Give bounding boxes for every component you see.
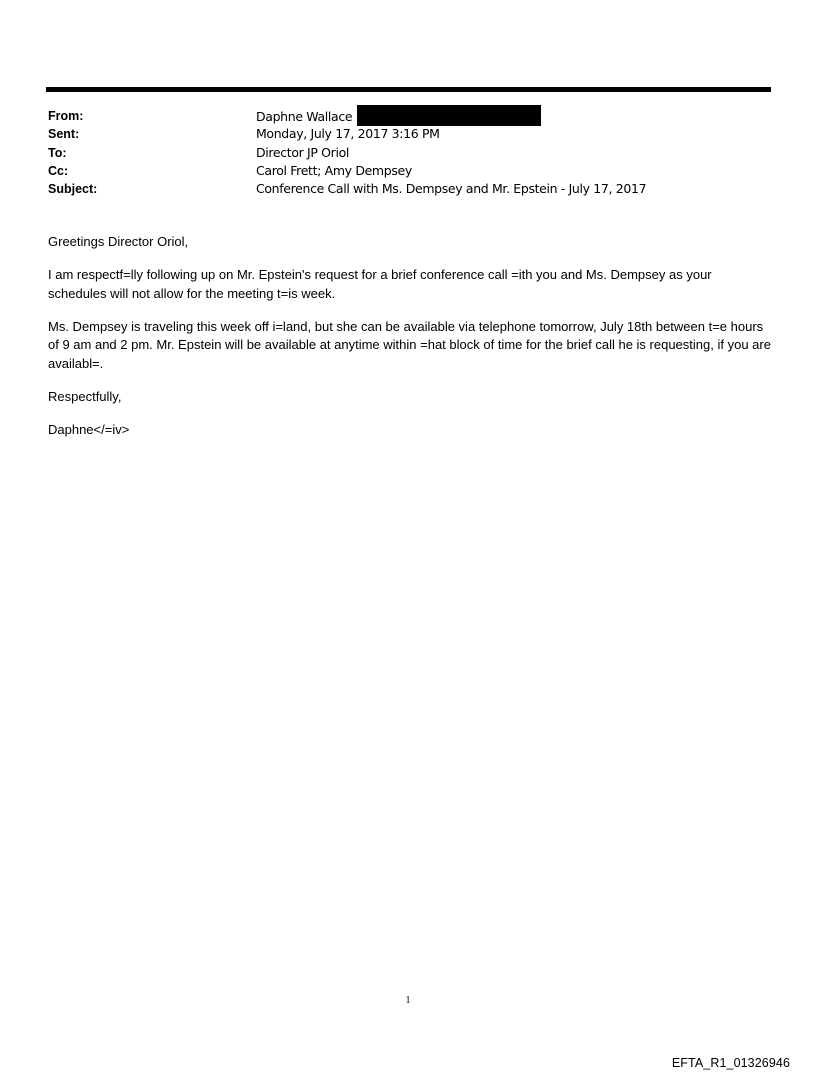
email-header xyxy=(48,107,768,198)
signature: Daphne</=iv> xyxy=(48,421,130,437)
header-divider xyxy=(46,87,771,92)
page-number: 1 xyxy=(405,995,411,1006)
from-row xyxy=(48,107,768,125)
cc-label: Cc: xyxy=(48,163,69,178)
to-label: To: xyxy=(48,145,67,160)
closing: Respectfully, xyxy=(48,388,122,404)
from-value: Daphne Wallace xyxy=(256,109,353,124)
redaction-block xyxy=(357,105,541,126)
subject-value: Conference Call with Ms. Dempsey and Mr. Epstein - July 17, 2017 xyxy=(256,181,647,197)
to-value: Director JP Oriol xyxy=(256,144,350,160)
body-paragraph-2: Ms. Dempsey is traveling this week off i=land, but she can be available via telephone tomorrow, July 18th between t=e hours of 9 am and 2 pm. Mr. Epstein will be available at anytime within =hat block of time for the brief call he is requesting, if you are availabl=. xyxy=(48,318,771,371)
from-label: From: xyxy=(48,109,84,123)
to-row xyxy=(48,144,768,162)
sent-label: Sent: xyxy=(48,127,80,142)
cc-row xyxy=(48,162,768,180)
subject-label: Subject: xyxy=(48,182,98,197)
sent-row xyxy=(48,125,768,143)
email-body xyxy=(48,233,773,454)
subject-row xyxy=(48,180,768,198)
document-id: EFTA_R1_01326946 xyxy=(671,1056,790,1070)
greeting: Greetings Director Oriol, xyxy=(48,234,189,249)
sent-value: Monday, July 17, 2017 3:16 PM xyxy=(256,126,440,142)
body-paragraph-1: I am respectf=lly following up on Mr. Epstein's request for a brief conference call =ith you and Ms. Dempsey as your schedules will not allow for the meeting t=is week. xyxy=(48,267,712,301)
cc-value: Carol Frett; Amy Dempsey xyxy=(256,162,412,178)
